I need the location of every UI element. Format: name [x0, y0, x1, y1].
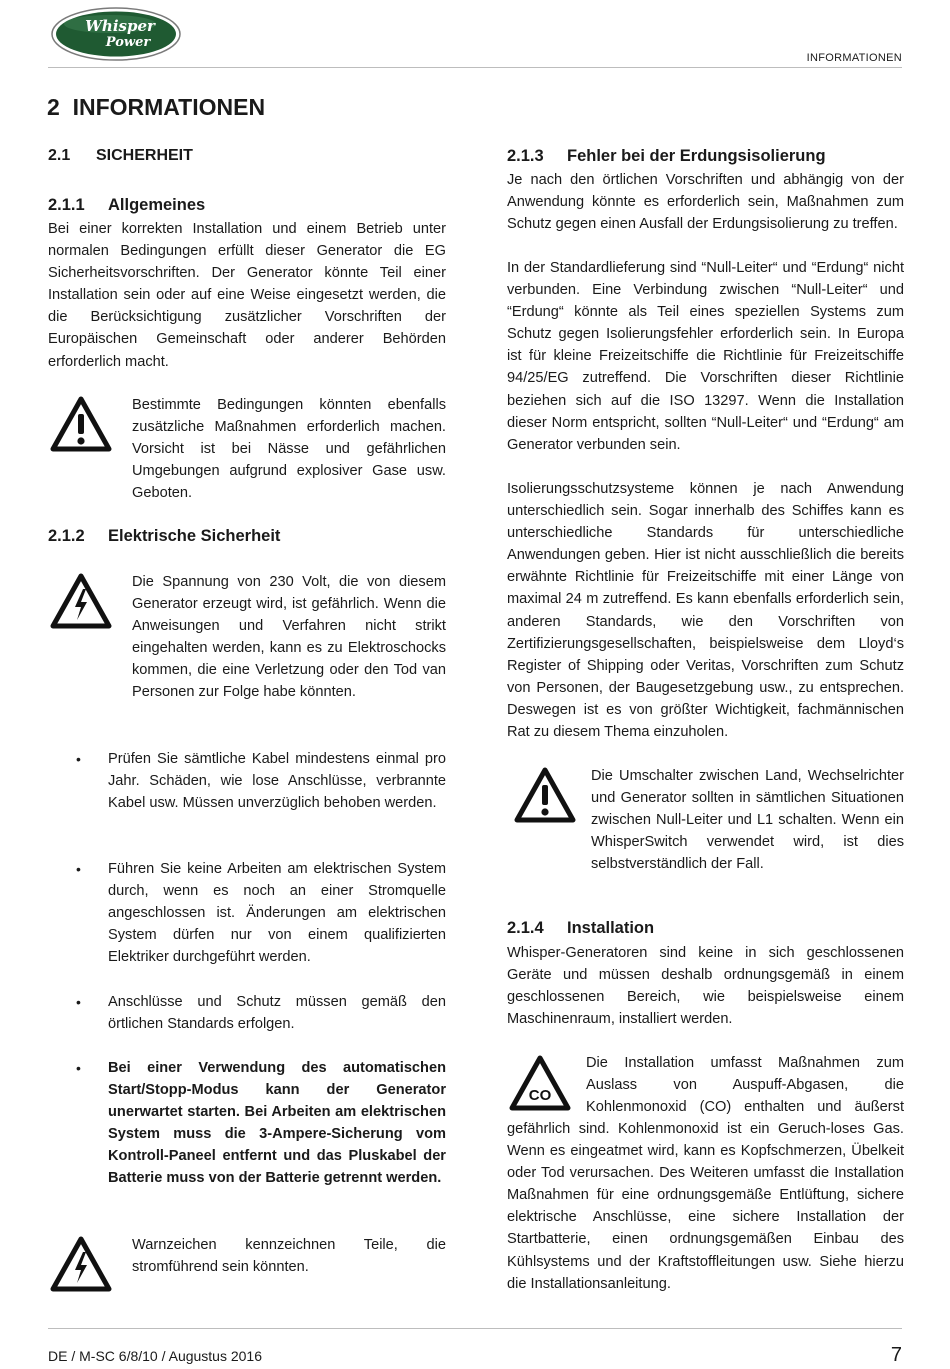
bullet-marker: •: [76, 861, 81, 877]
section-number: 2.1.2: [48, 527, 85, 545]
warning-text-conditions: Bestimmte Bedingungen könnten ebenfalls zusätzliche Maßnahmen erforderlich machen. Vorsicht ist bei Nässe und gefährlichen Umgebungen aufgrund explosiver Gase usw. Geboten.: [132, 397, 446, 502]
whisper-power-logo: [50, 6, 182, 62]
section-title: SICHERHEIT: [96, 147, 193, 164]
warning-triangle-icon: [514, 767, 576, 823]
bullet-item-1: Prüfen Sie sämtliche Kabel mindestens einmal pro Jahr. Schäden, wie lose Anschlüsse, verbrannte Kabel usw. Müssen unverzüglich behoben werden.: [108, 751, 446, 812]
footer-divider: [48, 1328, 902, 1329]
warning-text-co-line-3: Kohlenmonoxid (CO) enthalten und äußerst: [586, 1099, 904, 1115]
warning-text-switch: Die Umschalter zwischen Land, Wechselrichter und Generator sollten in sämtlichen Situationen zwischen Null-Leiter und L1 schalten. Wenn ein WhisperSwitch verwendet wird, ist dies selbstverständlich der Fall.: [591, 768, 904, 873]
warning-text-co-rest: gefährlich sind. Kohlenmonoxid ist ein Geruch-loses Gas. Wenn es eingeatmet wird, kann es Kopfschmerzen, Übelkeit oder Tod verursachen. Des Weiteren umfasst die Installation Maßnahmen für eine ordnungsgemäße Entlüftung, sichere elektrische Anschlüsse, eine sichere Installation der Startbatterie, einen ordnungsgemäßen Einbau des Kühlsystems und der Kraftstoffleitungen usw. Siehe hierzu die Installationsanleitung.: [507, 1121, 904, 1292]
section-title: Elektrische Sicherheit: [108, 527, 281, 545]
section-title: Installation: [567, 919, 655, 937]
section-heading-2-1-2: [48, 527, 280, 546]
header-section-label: INFORMATIONEN: [806, 52, 902, 64]
carbon-monoxide-warning-icon: [509, 1055, 571, 1111]
warning-triangle-icon: [50, 396, 112, 452]
paragraph-erdung-2: In der Standardlieferung sind “Null-Leiter“ und “Erdung“ nicht verbunden. Eine Verbindung zwischen “Null-Leiter“ und “Erdung“ könnte als Teil eines speziellen Systems zum Schutz gegen Isolierungsfehler erforderlich sein. In Europa ist für kleine Freizeitschiffe die Richtlinie für Freizeitschiffe 94/25/EG zutreffend. Die Vorschriften dieser Richtlinie beziehen sich auf die ISO 13297. Wenn die Installation dieser Norm entspricht, sollten “Null-Leiter“ und “Erdung“ am Generator verbunden sein.: [507, 260, 904, 453]
warning-text-co-line-2: Auslass von Auspuff-Abgasen, die: [586, 1077, 904, 1093]
page-title: 2 INFORMATIONEN: [47, 94, 266, 120]
section-number: 2.1: [48, 147, 71, 164]
bullet-marker: •: [76, 1060, 81, 1076]
electrical-hazard-icon: [50, 1236, 112, 1292]
section-heading-2-1-1: [48, 196, 205, 215]
section-number: 2.1.1: [48, 196, 85, 214]
paragraph-installation: Whisper-Generatoren sind keine in sich geschlossenen Geräte und müssen deshalb ordnungsgemäß in einem geschlossenen Bereich, wie beispielsweise einem Maschinenraum, installiert werden.: [507, 945, 904, 1028]
electrical-hazard-icon: [50, 573, 112, 629]
paragraph-erdung-1: Je nach den örtlichen Vorschriften und abhängig von der Anwendung könnte es erforderlich sein, Maßnahmen zum Schutz gegen einen Ausfall der Erdungsisolierung zu treffen.: [507, 172, 904, 233]
bullet-item-3: Anschlüsse und Schutz müssen gemäß den örtlichen Standards erfolgen.: [108, 994, 446, 1033]
warning-text-live-parts: Warnzeichen kennzeichnen Teile, die stromführend sein könnten.: [132, 1237, 446, 1276]
bullet-item-4-bold: Bei einer Verwendung des automatischen Start/Stopp-Modus kann der Generator unerwartet starten. Bei Arbeiten am elektrischen System muss die 3-Ampere-Sicherung vom Kontroll-Paneel entfernt und das Pluskabel der Batterie muss von der Batterie getrennt werden.: [108, 1060, 446, 1187]
section-heading-2-1: [48, 147, 193, 165]
section-number: 2.1.3: [507, 147, 544, 165]
header-divider: [48, 67, 902, 68]
warning-text-voltage: Die Spannung von 230 Volt, die von diesem Generator erzeugt wird, ist gefährlich. Wenn die Anweisungen und Verfahren nicht strikt eingehalten werden, kann es zu Elektroschocks kommen, die eine Verletzung oder den Tod van Personen zur Folge habe könnten.: [132, 574, 446, 701]
bullet-item-2: Führen Sie keine Arbeiten am elektrischen System durch, wenn es noch an einer Stromquelle angeschlossen ist. Änderungen am elektrischen System dürfen nur von einem qualifizierten Elektriker durchgeführt werden.: [108, 861, 446, 966]
section-title: Fehler bei der Erdungsisolierung: [567, 147, 826, 165]
footer-document-reference: DE / M-SC 6/8/10 / Augustus 2016: [48, 1348, 263, 1364]
bullet-marker: •: [76, 751, 81, 767]
section-title: Allgemeines: [108, 196, 206, 214]
warning-text-co-line-1: Die Installation umfasst Maßnahmen zum: [586, 1055, 904, 1071]
page-number: 7: [890, 1344, 902, 1366]
paragraph-allgemeines: Bei einer korrekten Installation und einem Betrieb unter normalen Bedingungen erfüllt dieser Generator die EG Sicherheitsvorschriften. Der Generator könnte Teil einer Installation sein oder auf eine Weise eingesetzt werden, die die Berücksichtigung zusätzlicher Vorschriften der Europäischen Gemeinschaft oder anderer Behörden erforderlich macht.: [48, 221, 446, 370]
section-number: 2.1.4: [507, 919, 544, 937]
logo-text-power: Power: [105, 35, 151, 50]
paragraph-isolierung: Isolierungsschutzsysteme können je nach Anwendung unterschiedlich sein. Sogar innerhalb des Schiffes kann es unterschiedliche Standards für unterschiedliche Anwendungen geben. Hier ist nicht ausschließlich die bereits erwähnte Richtlinie für Freizeitschiffe mit einer Länge von maximal 24 m zutreffend. Es kann ebenfalls erforderlich sein, anderen Standards, wie den Vorschriften von Zertifizierungsgesellschaften, beispielsweise dem Lloyd‘s Register of Shipping oder Veritas, Vorschriften zum Schutz von Personen, der Baugesetzgebung usw., zu entsprechen. Deswegen ist es von größter Wichtigkeit, fachmännischen Rat zu diesem Thema einzuholen.: [507, 481, 904, 741]
bullet-marker: •: [76, 994, 81, 1010]
section-heading-2-1-4: [507, 919, 654, 938]
logo-text-whisper: Whisper: [85, 17, 155, 35]
section-heading-2-1-3: [507, 147, 826, 166]
co-label: CO: [528, 1087, 552, 1104]
